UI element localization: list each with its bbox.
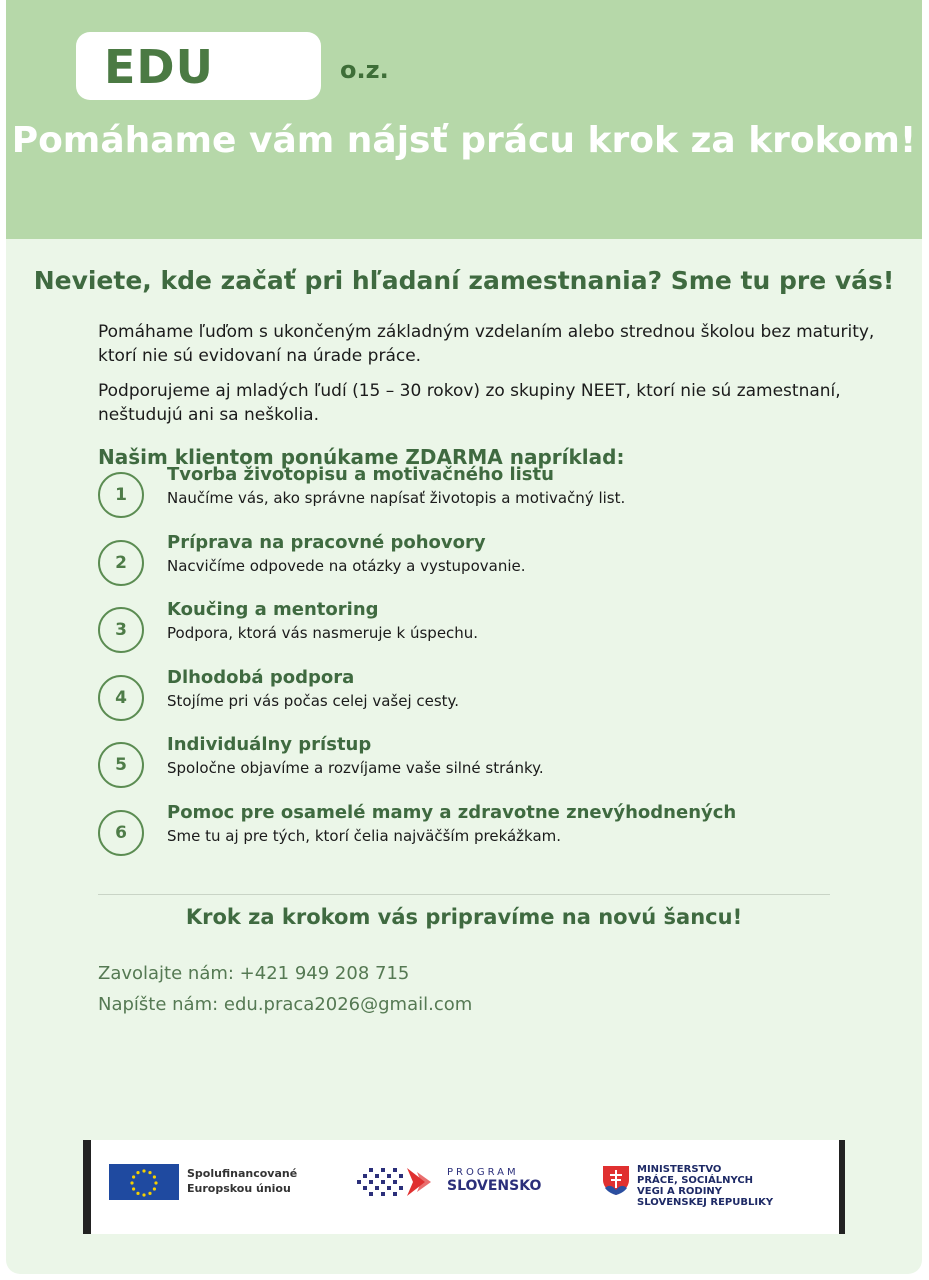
offer-item-description: Sme tu aj pre tých, ktorí čelia najväčším prekážkam. [167,827,562,845]
offer-item [98,802,898,862]
offer-item [98,734,898,794]
slovensko-label: SLOVENSKO [447,1178,542,1194]
offer-item-title: Pomoc pre osamelé mamy a zdravotne znevýhodnených [167,802,737,823]
offer-item-title: Tvorba životopisu a motivačného listu [167,464,554,485]
offer-heading: Našim klientom ponúkame ZDARMA napríklad: [98,445,625,469]
offer-item-description: Naučíme vás, ako správne napísať životopis a motivačný list. [167,489,626,507]
eu-flag-icon [109,1164,179,1200]
contact-phone: Zavolajte nám: +421 949 208 715 [98,963,410,984]
step-number-circle: 5 [98,742,144,788]
step-number-circle: 3 [98,607,144,653]
slovak-coat-of-arms-icon [601,1164,631,1200]
offer-item-title: Dlhodobá podpora [167,667,355,688]
offer-item [98,599,898,659]
eu-cofinanced-label: Spolufinancované Europskou úniou [187,1167,298,1195]
partner-logos-strip [83,1140,845,1234]
logo-text: EDU [104,40,214,94]
offer-item-title: Koučing a mentoring [167,599,379,620]
headline: Pomáhame vám nájsť prácu krok za krokom! [11,120,917,161]
program-label: PROGRAM [447,1167,519,1178]
intro-paragraph-1: Pomáhame ľuďom s ukončeným základným vzdelaním alebo strednou školou bez maturity, ktorí nie sú evidovaní na úrade práce. [98,322,875,366]
offer-item [98,667,898,727]
offer-item-description: Spoločne objavíme a rozvíjame vaše silné stránky. [167,759,544,777]
logo-suffix: o.z. [340,56,389,84]
offer-item-title: Individuálny prístup [167,734,372,755]
offer-item-description: Stojíme pri vás počas celej vašej cesty. [167,692,460,710]
divider [98,894,830,895]
contact-email: Napíšte nám: edu.praca2026@gmail.com [98,994,473,1015]
step-number-circle: 1 [98,472,144,518]
offer-item-description: Podpora, ktorá vás nasmeruje k úspechu. [167,624,479,642]
step-number-circle: 4 [98,675,144,721]
subtitle: Neviete, kde začať pri hľadaní zamestnania? Sme tu pre vás! [33,266,895,295]
step-number-circle: 2 [98,540,144,586]
intro-paragraph-2: Podporujeme aj mladých ľudí (15 – 30 rokov) zo skupiny NEET, ktorí nie sú zamestnaní, neštudujú ani sa neškolia. [98,381,841,425]
offer-item-title: Príprava na pracovné pohovory [167,532,486,553]
step-number-circle: 6 [98,810,144,856]
flyer-page [6,0,922,1274]
header-banner [6,0,922,239]
closing-tagline: Krok za krokom vás pripravíme na novú šancu! [185,905,743,929]
offer-item [98,464,898,524]
logo-badge [76,32,321,100]
offer-item-description: Nacvičíme odpovede na otázky a vystupovanie. [167,557,526,575]
offer-item [98,532,898,592]
program-slovensko-icon [353,1162,443,1206]
ministry-label: MINISTERSTVO PRÁCE, SOCIÁLNYCH VEGI A RODINY SLOVENSKEJ REPUBLIKY [637,1164,774,1208]
